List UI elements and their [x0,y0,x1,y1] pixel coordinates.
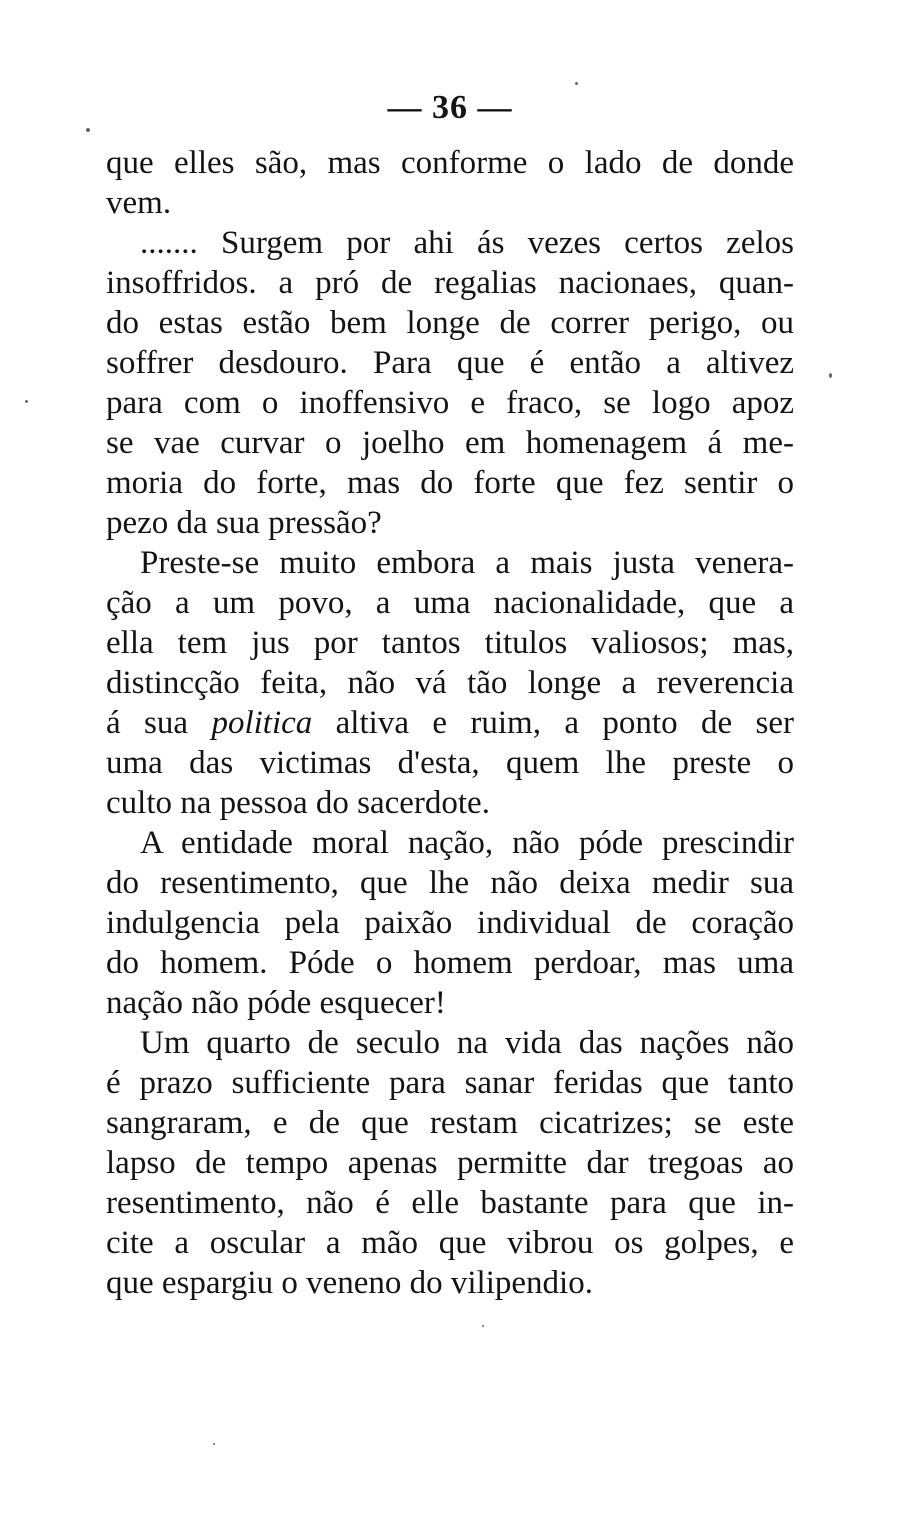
text-line: ção a um povo, a uma nacionalidade, que a [106,585,794,621]
text-line: cite a oscular a mão que vibrou os golpes, e [106,1225,794,1261]
text-line: do estas estão bem longe de correr perigo, ou [106,305,794,341]
paper-speck [213,1443,215,1445]
text-line: pezo da sua pressão? [106,505,382,541]
text-line-italic [106,703,794,743]
text-line: é prazo sufficiente para sanar feridas que tanto [106,1065,794,1101]
text-line: indulgencia pela paixão individual de coração [106,905,794,941]
text-line: do homem. Póde o homem perdoar, mas uma [106,945,794,981]
text-line: se vae curvar o joelho em homenagem á me- [106,425,794,461]
text-segment: á sua [106,705,212,741]
text-line: soffrer desdouro. Para que é então a altivez [106,345,794,381]
text-line: para com o inoffensivo e fraco, se logo apoz [106,385,794,421]
page-number: — 36 — [387,89,513,126]
text-line: ella tem jus por tantos titulos valiosos; mas, [106,625,794,661]
text-line: do resentimento, que lhe não deixa medir sua [106,865,794,901]
text-line: sangraram, e de que restam cicatrizes; se este [106,1105,794,1141]
paper-speck [86,128,90,132]
text-line: A entidade moral nação, não póde prescindir [140,825,794,861]
text-line: uma das victimas d'esta, quem lhe preste o [106,745,794,781]
text-segment: altiva e ruim, a ponto de ser [312,705,794,741]
text-line: Um quarto de seculo na vida das nações não [140,1025,794,1061]
text-line: que espargiu o veneno do vilipendio. [106,1265,593,1301]
text-line: culto na pessoa do sacerdote. [106,785,490,821]
text-line: nação não póde esquecer! [106,985,446,1021]
body-text [106,143,794,1303]
text-line: resentimento, não é elle bastante para que in- [106,1185,794,1221]
text-line: Preste-se muito embora a mais justa venera- [140,545,794,581]
text-line: distincção feita, não vá tão longe a reverencia [106,665,794,701]
paper-speck [25,400,28,403]
paper-speck [575,82,578,85]
text-line: ....... Surgem por ahi ás vezes certos zelos [140,225,794,261]
paper-speck [482,1325,484,1327]
text-line: lapso de tempo apenas permitte dar tregoas ao [106,1145,794,1181]
text-line: insoffridos. a pró de regalias nacionaes, quan- [106,265,794,301]
text-line: moria do forte, mas do forte que fez sentir o [106,465,794,501]
text-line: vem. [106,185,172,221]
italic-word: politica [211,705,313,741]
paper-speck [829,373,832,378]
text-line: que elles são, mas conforme o lado de donde [106,145,794,181]
